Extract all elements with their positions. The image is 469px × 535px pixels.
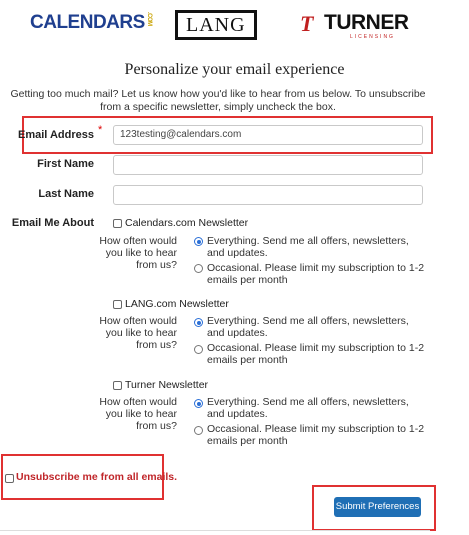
email-me-about-label: Email Me About	[11, 217, 94, 229]
email-label: Email Address	[17, 129, 94, 141]
calendars-everything-radio[interactable]	[194, 237, 203, 246]
lang-everything-radio[interactable]	[194, 318, 203, 327]
calendars-occasional-radio[interactable]	[194, 264, 203, 273]
footer-divider	[0, 530, 430, 531]
turner-logo-mark: T	[300, 11, 314, 36]
calendars-frequency-question: How often would you like to hear from us?	[99, 235, 177, 271]
turner-frequency-question: How often would you like to hear from us?	[99, 396, 177, 432]
lang-occasional-label: Occasional. Please limit my subscription to 1-2 emails per month	[207, 342, 425, 366]
calendars-everything-label: Everything. Send me all offers, newsletters, and updates.	[207, 235, 409, 259]
required-asterisk: *	[98, 124, 103, 136]
turner-logo-sub: LICENSING	[350, 34, 395, 40]
calendars-logo-text: CALENDARS	[30, 12, 145, 33]
unsubscribe-all-label: Unsubscribe me from all emails.	[16, 471, 178, 483]
lang-everything-label: Everything. Send me all offers, newsletters, and updates.	[207, 315, 409, 339]
calendars-logo-suffix: .COM	[145, 12, 152, 26]
turner-newsletter-label: Turner Newsletter	[125, 379, 209, 391]
first-name-label: First Name	[37, 158, 94, 170]
brand-logos	[0, 8, 469, 44]
unsubscribe-all-checkbox[interactable]	[5, 474, 14, 483]
turner-everything-label: Everything. Send me all offers, newsletters, and updates.	[207, 396, 409, 420]
calendars-newsletter-checkbox[interactable]	[113, 219, 122, 228]
calendars-occasional-label: Occasional. Please limit my subscription to 1-2 emails per month	[207, 262, 425, 286]
email-input[interactable]: 123testing@calendars.com	[113, 125, 423, 145]
lang-newsletter-checkbox[interactable]	[113, 300, 122, 309]
turner-logo-text: TURNER	[324, 11, 409, 34]
turner-occasional-label: Occasional. Please limit my subscription to 1-2 emails per month	[207, 423, 425, 447]
lang-logo-text: LANG	[186, 14, 246, 36]
submit-preferences-button[interactable]: Submit Preferences	[334, 497, 421, 517]
lang-occasional-radio[interactable]	[194, 345, 203, 354]
last-name-input[interactable]	[113, 185, 423, 205]
calendars-logo[interactable]	[30, 12, 152, 34]
turner-occasional-radio[interactable]	[194, 426, 203, 435]
lang-logo[interactable]	[175, 10, 257, 40]
last-name-label: Last Name	[38, 188, 94, 200]
intro-text: Getting too much mail? Let us know how you'd like to hear from us below. To unsubscribe from a specific newsletter, simply uncheck the box.	[10, 88, 426, 113]
turner-logo[interactable]	[300, 10, 418, 40]
calendars-newsletter-label: Calendars.com Newsletter	[125, 217, 249, 229]
first-name-input[interactable]	[113, 155, 423, 175]
lang-newsletter-label: LANG.com Newsletter	[125, 298, 229, 310]
turner-newsletter-checkbox[interactable]	[113, 381, 122, 390]
page-title: Personalize your email experience	[124, 61, 345, 78]
turner-everything-radio[interactable]	[194, 399, 203, 408]
lang-frequency-question: How often would you like to hear from us?	[99, 315, 177, 351]
